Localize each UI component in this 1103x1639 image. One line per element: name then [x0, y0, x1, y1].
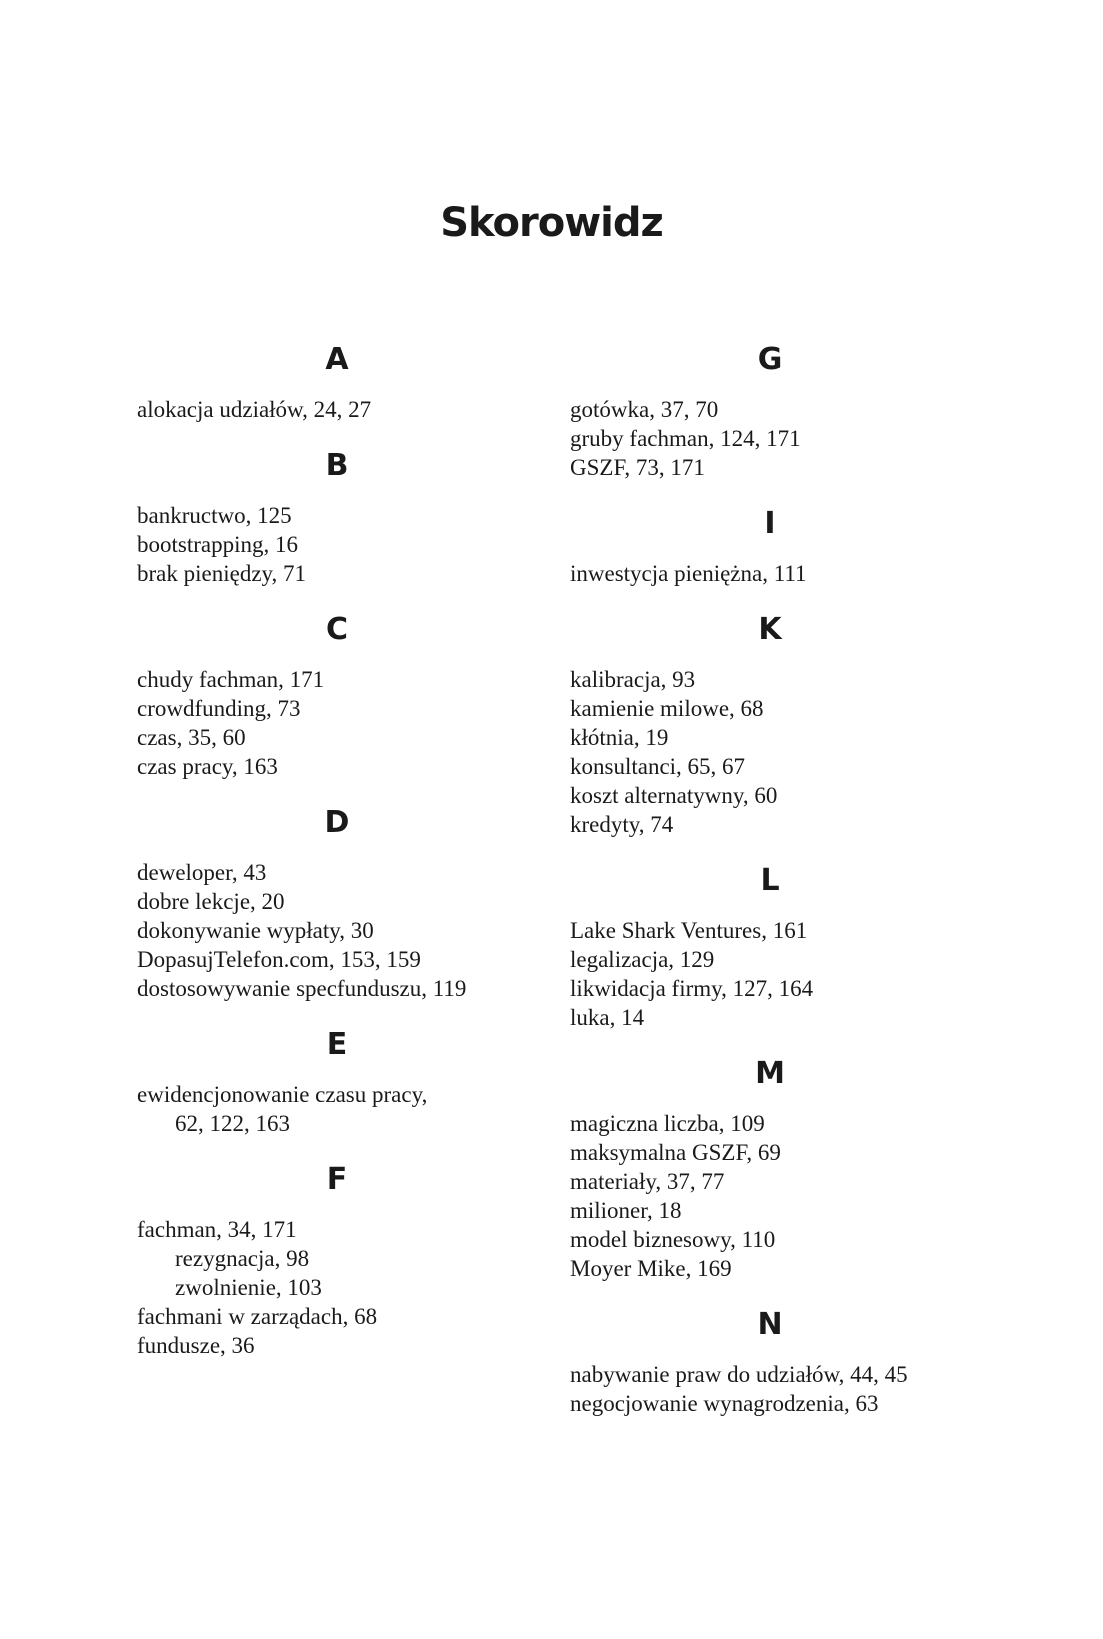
index-section-g: [570, 340, 990, 482]
index-entry: bankructwo, 125: [137, 503, 292, 528]
index-section-b: [137, 446, 557, 588]
index-entries: [570, 665, 990, 839]
index-entry: GSZF, 73, 171: [570, 455, 705, 480]
index-entry: negocjowanie wynagrodzenia, 63: [570, 1391, 879, 1416]
index-entries: [570, 916, 990, 1032]
section-letter: [137, 803, 557, 843]
section-letter-text: I: [764, 506, 776, 541]
index-entry: nabywanie praw do udziałów, 44, 45: [570, 1362, 908, 1387]
index-entry: Lake Shark Ventures, 161: [570, 918, 808, 943]
index-entry: kalibracja, 93: [570, 667, 696, 692]
section-letter-text: N: [757, 1307, 783, 1342]
index-entry: bootstrapping, 16: [137, 532, 298, 557]
section-letter-text: E: [326, 1027, 348, 1062]
section-letter: [570, 1054, 990, 1094]
index-entries: [137, 395, 557, 424]
section-letter-text: A: [325, 342, 349, 377]
index-column-right: [570, 340, 990, 1440]
index-entries: [137, 858, 557, 1003]
index-entry: gruby fachman, 124, 171: [570, 426, 801, 451]
section-letter-text: M: [755, 1056, 785, 1091]
index-entry: model biznesowy, 110: [570, 1227, 776, 1252]
index-section-k: [570, 610, 990, 839]
section-letter: [570, 504, 990, 544]
index-entry: magiczna liczba, 109: [570, 1111, 765, 1136]
index-subentry: rezygnacja, 98: [175, 1246, 310, 1271]
index-section-f: [137, 1160, 557, 1360]
index-entry: crowdfunding, 73: [137, 696, 301, 721]
index-section-m: [570, 1054, 990, 1283]
index-subentry: zwolnienie, 103: [175, 1275, 322, 1300]
index-section-a: [137, 340, 557, 424]
section-letter-text: F: [326, 1162, 348, 1197]
index-entry: koszt alternatywny, 60: [570, 783, 778, 808]
index-subentry: 62, 122, 163: [175, 1111, 290, 1136]
index-entries: [570, 559, 990, 588]
index-entry: milioner, 18: [570, 1198, 682, 1223]
index-entry: dokonywanie wypłaty, 30: [137, 918, 374, 943]
section-letter: [137, 340, 557, 380]
section-letter: [570, 861, 990, 901]
index-entries: [137, 501, 557, 588]
index-entry: brak pieniędzy, 71: [137, 561, 307, 586]
index-section-l: [570, 861, 990, 1032]
section-letter: [137, 1025, 557, 1065]
index-entries: [137, 1080, 557, 1138]
index-section-d: [137, 803, 557, 1003]
index-entry: legalizacja, 129: [570, 947, 715, 972]
index-entry: maksymalna GSZF, 69: [570, 1140, 781, 1165]
section-letter-text: L: [760, 863, 780, 898]
index-entry: dostosowywanie specfunduszu, 119: [137, 976, 467, 1001]
section-letter: [570, 340, 990, 380]
index-entry: chudy fachman, 171: [137, 667, 325, 692]
index-entries: [137, 1215, 557, 1360]
index-entry: gotówka, 37, 70: [570, 397, 719, 422]
index-entry: likwidacja firmy, 127, 164: [570, 976, 814, 1001]
index-entry: Moyer Mike, 169: [570, 1256, 732, 1281]
index-entry: DopasujTelefon.com, 153, 159: [137, 947, 421, 972]
section-letter-text: C: [325, 612, 349, 647]
index-entry: czas pracy, 163: [137, 754, 278, 779]
section-letter-text: B: [325, 448, 349, 483]
index-section-n: [570, 1305, 990, 1418]
index-entry: kamienie milowe, 68: [570, 696, 764, 721]
index-entry: luka, 14: [570, 1005, 645, 1030]
section-letter-text: D: [324, 805, 350, 840]
index-entry: kredyty, 74: [570, 812, 674, 837]
index-entries: [570, 1109, 990, 1283]
index-entry: alokacja udziałów, 24, 27: [137, 397, 372, 422]
section-letter-text: G: [757, 342, 783, 377]
index-entry: ewidencjonowanie czasu pracy,: [137, 1082, 428, 1107]
index-entries: [570, 395, 990, 482]
index-column-left: [137, 340, 557, 1382]
section-letter: [137, 446, 557, 486]
section-letter: [137, 1160, 557, 1200]
index-entry: czas, 35, 60: [137, 725, 246, 750]
index-entry: inwestycja pieniężna, 111: [570, 561, 807, 586]
index-entry: dobre lekcje, 20: [137, 889, 285, 914]
index-entry: deweloper, 43: [137, 860, 267, 885]
index-section-i: [570, 504, 990, 588]
index-entry: konsultanci, 65, 67: [570, 754, 746, 779]
section-letter-text: K: [758, 612, 782, 647]
section-letter: [570, 1305, 990, 1345]
page-title: Skorowidz: [440, 200, 663, 246]
index-entry: fachman, 34, 171: [137, 1217, 297, 1242]
index-section-c: [137, 610, 557, 781]
index-entry: fundusze, 36: [137, 1333, 255, 1358]
index-entries: [570, 1360, 990, 1418]
index-entry: fachmani w zarządach, 68: [137, 1304, 378, 1329]
index-entry: kłótnia, 19: [570, 725, 669, 750]
index-entries: [137, 665, 557, 781]
section-letter: [137, 610, 557, 650]
index-entry: materiały, 37, 77: [570, 1169, 725, 1194]
index-section-e: [137, 1025, 557, 1138]
section-letter: [570, 610, 990, 650]
